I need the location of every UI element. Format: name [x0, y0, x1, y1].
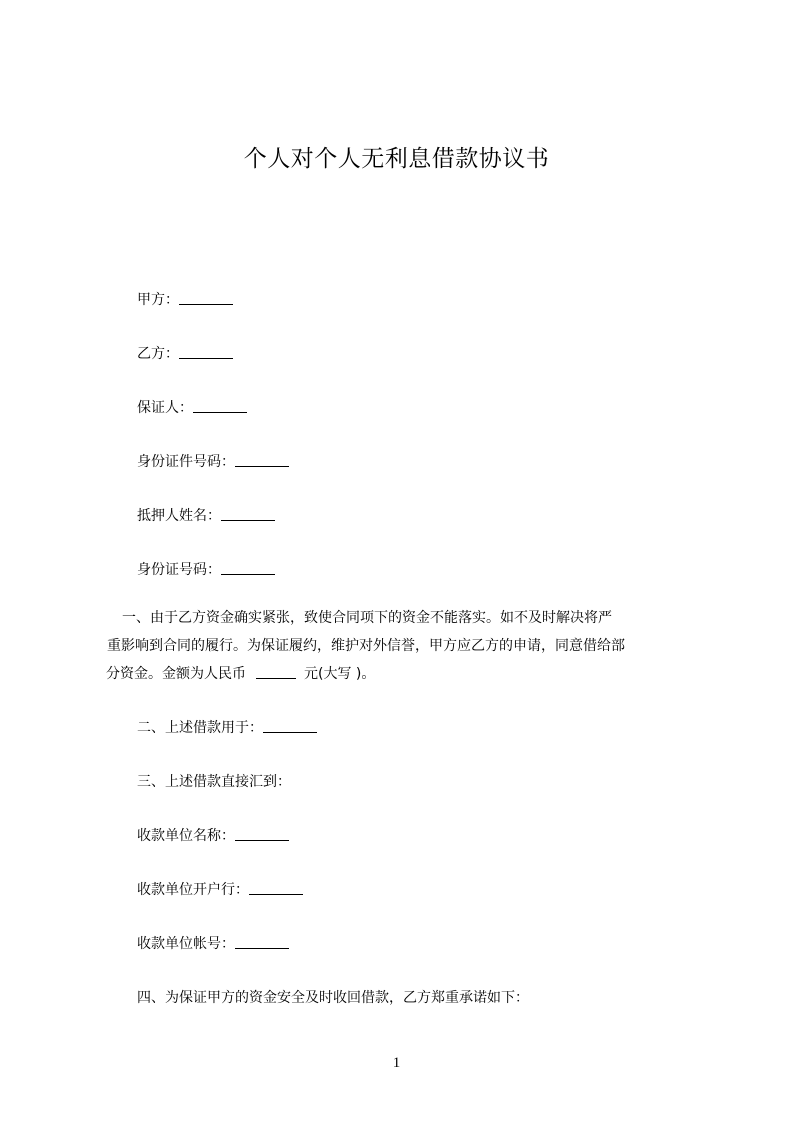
clause-4: 四、为保证甲方的资金安全及时收回借款，乙方郑重承诺如下： — [137, 990, 529, 1006]
party-b-label: 乙方： — [137, 346, 179, 362]
party-a-label: 甲方： — [137, 292, 179, 308]
payee-name-field — [137, 826, 289, 846]
loan-purpose-blank — [263, 718, 317, 733]
clause-1-line-2: 重影响到合同的履行。为保证履约，维护对外信誉，甲方应乙方的申请，同意借给部 — [107, 638, 625, 654]
clause-1-amount-suffix: 元(大写 )。 — [304, 666, 376, 682]
payee-account-label: 收款单位帐号： — [137, 936, 235, 952]
guarantor-field — [137, 398, 247, 418]
payee-account-field — [137, 934, 289, 954]
payee-name-label: 收款单位名称： — [137, 828, 235, 844]
party-b-blank — [179, 344, 233, 359]
guarantor-blank — [193, 398, 247, 413]
payee-account-blank — [235, 934, 289, 949]
guarantor-label: 保证人： — [137, 400, 193, 416]
payee-bank-field — [137, 880, 303, 900]
party-a-field — [137, 290, 233, 310]
page-number: 1 — [392, 1055, 401, 1071]
clause-1 — [106, 604, 700, 688]
mortgagor-name-blank — [221, 506, 275, 521]
clause-1-amount-label: 分资金。金额为人民币 — [106, 666, 246, 682]
amount-blank — [256, 664, 296, 679]
id-number-label: 身份证件号码： — [137, 454, 235, 470]
id-card-number-field — [137, 560, 275, 580]
id-card-number-blank — [221, 560, 275, 575]
id-number-blank — [235, 452, 289, 467]
payee-name-blank — [235, 826, 289, 841]
clause-3: 三、上述借款直接汇到： — [137, 774, 291, 790]
mortgagor-name-field — [137, 506, 275, 526]
id-number-field — [137, 452, 289, 472]
document-title: 个人对个人无利息借款协议书 — [243, 146, 550, 172]
party-a-blank — [179, 290, 233, 305]
payee-bank-blank — [249, 880, 303, 895]
clause-1-line-1: 一、由于乙方资金确实紧张，致使合同项下的资金不能落实。如不及时解决将严 — [122, 610, 612, 626]
clause-1-line-3 — [106, 660, 700, 688]
clause-2-label: 二、上述借款用于： — [137, 720, 263, 736]
id-card-number-label: 身份证号码： — [137, 562, 221, 578]
clause-2 — [137, 718, 317, 738]
payee-bank-label: 收款单位开户行： — [137, 882, 249, 898]
mortgagor-name-label: 抵押人姓名： — [137, 508, 221, 524]
party-b-field — [137, 344, 233, 364]
